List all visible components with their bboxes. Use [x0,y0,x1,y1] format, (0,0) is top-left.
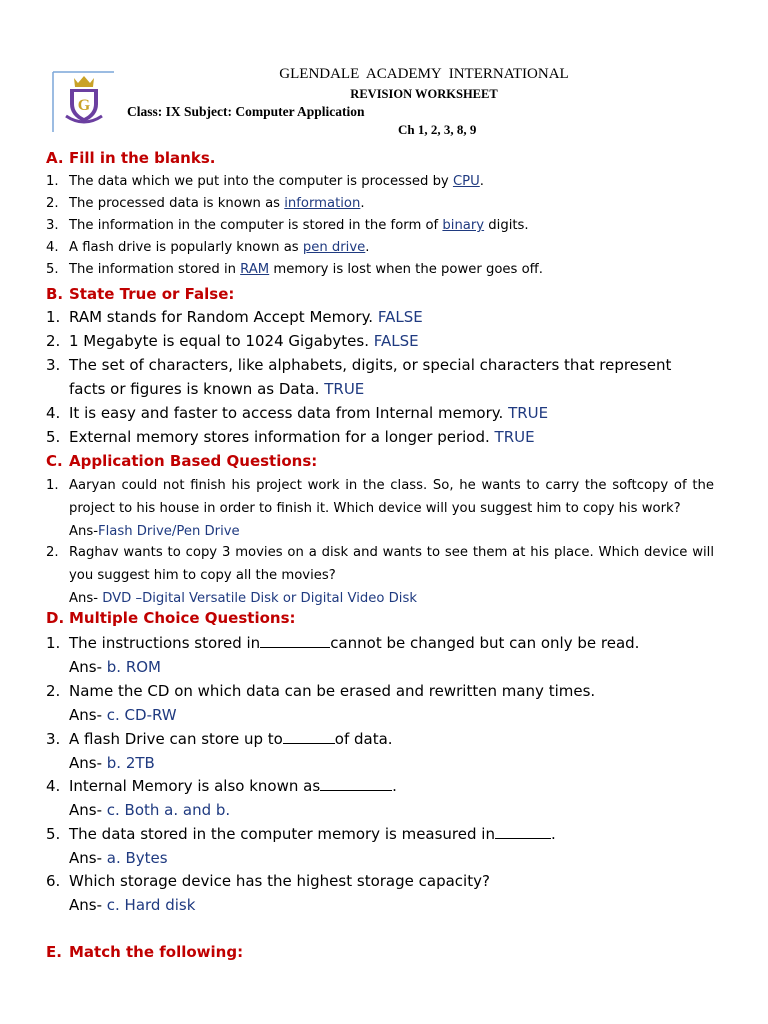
answer: information [284,196,361,211]
section-c-heading: C. Application Based Questions: [46,452,318,470]
worksheet-title: REVISION WORKSHEET [350,87,498,101]
svg-text:G: G [77,97,91,114]
answer: b. ROM [106,658,161,676]
answer: pen drive [302,240,366,255]
chapters: Ch 1, 2, 3, 8, 9 [398,122,477,137]
answer-blank [260,635,330,648]
answer-blank [495,826,551,839]
answer: binary [442,218,485,233]
section-b-heading: B. State True or False: [46,285,235,303]
section-d-heading: D. Multiple Choice Questions: [46,609,296,627]
section-a-heading: A. Fill in the blanks. [46,149,216,167]
answer: c. CD-RW [106,706,177,724]
answer-blank [320,778,392,791]
answer: RAM [240,262,270,277]
answer: FALSE [377,308,423,326]
answer: FALSE [373,332,419,350]
answer: TRUE [494,428,535,446]
answer: TRUE [324,380,365,398]
answer: a. Bytes [106,849,168,867]
answer: CPU [452,174,480,189]
class-subject: Class: IX Subject: Computer Application [127,104,365,119]
answer: c. Both a. and b. [106,801,231,819]
answer: c. Hard disk [106,896,196,914]
answer-blank [283,731,335,744]
answer: DVD –Digital Versatile Disk or Digital Video Disk [102,591,417,606]
answer: b. 2TB [106,754,155,772]
school-name: GLENDALE ACADEMY INTERNATIONAL [279,66,569,82]
answer: Flash Drive/Pen Drive [98,524,240,539]
answer: TRUE [508,404,549,422]
section-e-heading: E. Match the following: [46,943,244,961]
